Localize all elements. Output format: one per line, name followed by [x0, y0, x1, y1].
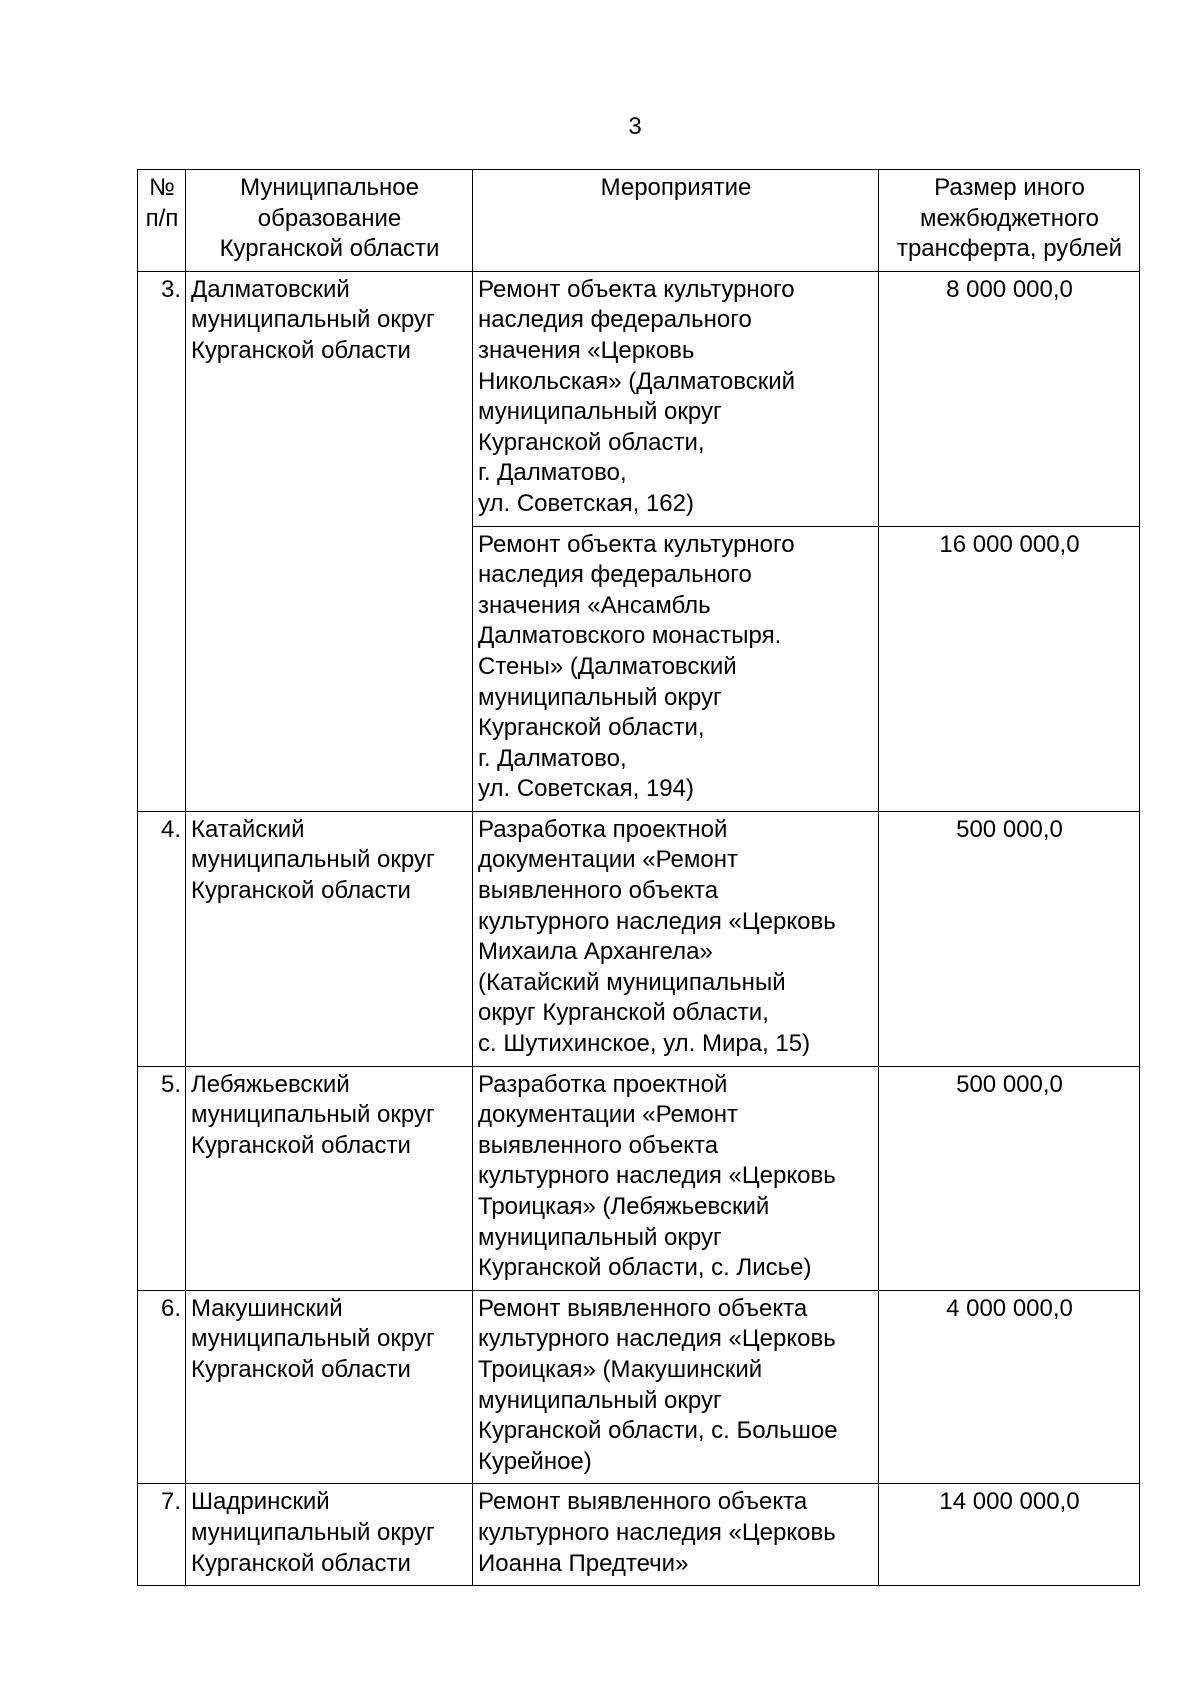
amount-cell: 4 000 000,0 — [879, 1290, 1140, 1484]
event-line: муниципальный округ — [478, 398, 722, 426]
row-number: 7. — [138, 1484, 186, 1586]
municipality-cell — [186, 1290, 473, 1484]
event-cell — [473, 811, 879, 1066]
table-row — [138, 1066, 1140, 1290]
event-line: культурного наследия «Церковь — [478, 907, 836, 935]
municipality-line: Далматовский — [191, 275, 350, 303]
event-line: муниципальный округ — [478, 683, 722, 711]
event-line: Ремонт объекта культурного — [478, 275, 795, 303]
event-cell — [473, 526, 879, 811]
municipality-cell — [186, 1066, 473, 1290]
event-line: ул. Советская, 194) — [478, 775, 694, 803]
event-line: культурного наследия «Церковь — [478, 1518, 836, 1546]
row-number: 5. — [138, 1066, 186, 1290]
municipality-cell — [186, 811, 473, 1066]
event-line: (Катайский муниципальный — [478, 968, 786, 996]
event-line: Разработка проектной — [478, 1070, 728, 1098]
event-line: Курганской области, — [478, 428, 705, 456]
municipality-line: Курганской области — [191, 336, 411, 364]
municipality-line: Курганской области — [191, 1131, 411, 1159]
header-event: Мероприятие — [473, 170, 879, 272]
amount-cell: 16 000 000,0 — [879, 526, 1140, 811]
event-line: культурного наследия «Церковь — [478, 1162, 836, 1190]
municipality-line: муниципальный округ — [191, 1101, 435, 1129]
event-line: Троицкая» (Макушинский — [478, 1355, 763, 1383]
event-line: Курганской области, — [478, 714, 705, 742]
event-line: муниципальный округ — [478, 1223, 722, 1251]
event-line: выявленного объекта — [478, 877, 719, 905]
event-line: с. Шутихинское, ул. Мира, 15) — [478, 1030, 811, 1058]
event-line: округ Курганской области, — [478, 999, 769, 1027]
municipality-line: Курганской области — [191, 1355, 411, 1383]
event-line: наследия федерального — [478, 561, 752, 589]
event-line: выявленного объекта — [478, 1131, 719, 1159]
event-line: наследия федерального — [478, 306, 752, 334]
event-line: Михаила Архангела» — [478, 938, 713, 966]
event-line: Иоанна Предтечи» — [478, 1549, 689, 1577]
municipality-line: Лебяжьевский — [191, 1070, 350, 1098]
municipality-line: муниципальный округ — [191, 846, 435, 874]
event-line: Курганской области, с. Большое — [478, 1417, 838, 1445]
event-line: г. Далматово, — [478, 459, 627, 487]
transfers-table — [137, 169, 1140, 1586]
event-line: Курганской области, с. Лисье) — [478, 1254, 812, 1282]
municipality-cell — [186, 271, 473, 811]
amount-cell: 500 000,0 — [879, 1066, 1140, 1290]
header-num: № п/п — [138, 170, 186, 272]
row-number: 3. — [138, 271, 186, 811]
header-municipality: Муниципальное образование Курганской области — [186, 170, 473, 272]
row-number: 4. — [138, 811, 186, 1066]
municipality-line: муниципальный округ — [191, 306, 435, 334]
event-line: г. Далматово, — [478, 744, 627, 772]
event-line: Никольская» (Далматовский — [478, 367, 796, 395]
event-line: Ремонт выявленного объекта — [478, 1294, 808, 1322]
municipality-line: муниципальный округ — [191, 1325, 435, 1353]
event-line: документации «Ремонт — [478, 846, 738, 874]
event-line: Разработка проектной — [478, 815, 728, 843]
event-line: значения «Ансамбль — [478, 591, 711, 619]
event-line: Стены» (Далматовский — [478, 652, 737, 680]
event-line: значения «Церковь — [478, 336, 695, 364]
municipality-line: муниципальный округ — [191, 1518, 435, 1546]
page-number: 3 — [628, 113, 642, 140]
event-line: культурного наследия «Церковь — [478, 1325, 836, 1353]
table-body — [138, 271, 1140, 1585]
table-row — [138, 811, 1140, 1066]
table-row — [138, 1484, 1140, 1586]
header-amount: Размер иного межбюджетного трансферта, рублей — [879, 170, 1140, 272]
amount-cell: 14 000 000,0 — [879, 1484, 1140, 1586]
municipality-line: Шадринский — [191, 1488, 330, 1516]
event-line: Курейное) — [478, 1447, 592, 1475]
event-cell — [473, 1290, 879, 1484]
event-line: Ремонт выявленного объекта — [478, 1488, 808, 1516]
event-line: Ремонт объекта культурного — [478, 530, 795, 558]
event-cell — [473, 1484, 879, 1586]
event-cell — [473, 1066, 879, 1290]
table-header-row — [138, 170, 1140, 272]
municipality-cell — [186, 1484, 473, 1586]
amount-cell: 8 000 000,0 — [879, 271, 1140, 526]
event-line: Троицкая» (Лебяжьевский — [478, 1193, 770, 1220]
table-row — [138, 271, 1140, 526]
municipality-line: Макушинский — [191, 1294, 343, 1322]
event-line: муниципальный округ — [478, 1386, 722, 1414]
event-line: Далматовского монастыря. — [478, 622, 782, 650]
event-cell — [473, 271, 879, 526]
amount-cell: 500 000,0 — [879, 811, 1140, 1066]
municipality-line: Катайский — [191, 815, 305, 843]
municipality-line: Курганской области — [191, 877, 411, 905]
event-line: ул. Советская, 162) — [478, 489, 694, 517]
event-line: документации «Ремонт — [478, 1101, 738, 1129]
row-number: 6. — [138, 1290, 186, 1484]
municipality-line: Курганской области — [191, 1549, 411, 1577]
table-row — [138, 1290, 1140, 1484]
